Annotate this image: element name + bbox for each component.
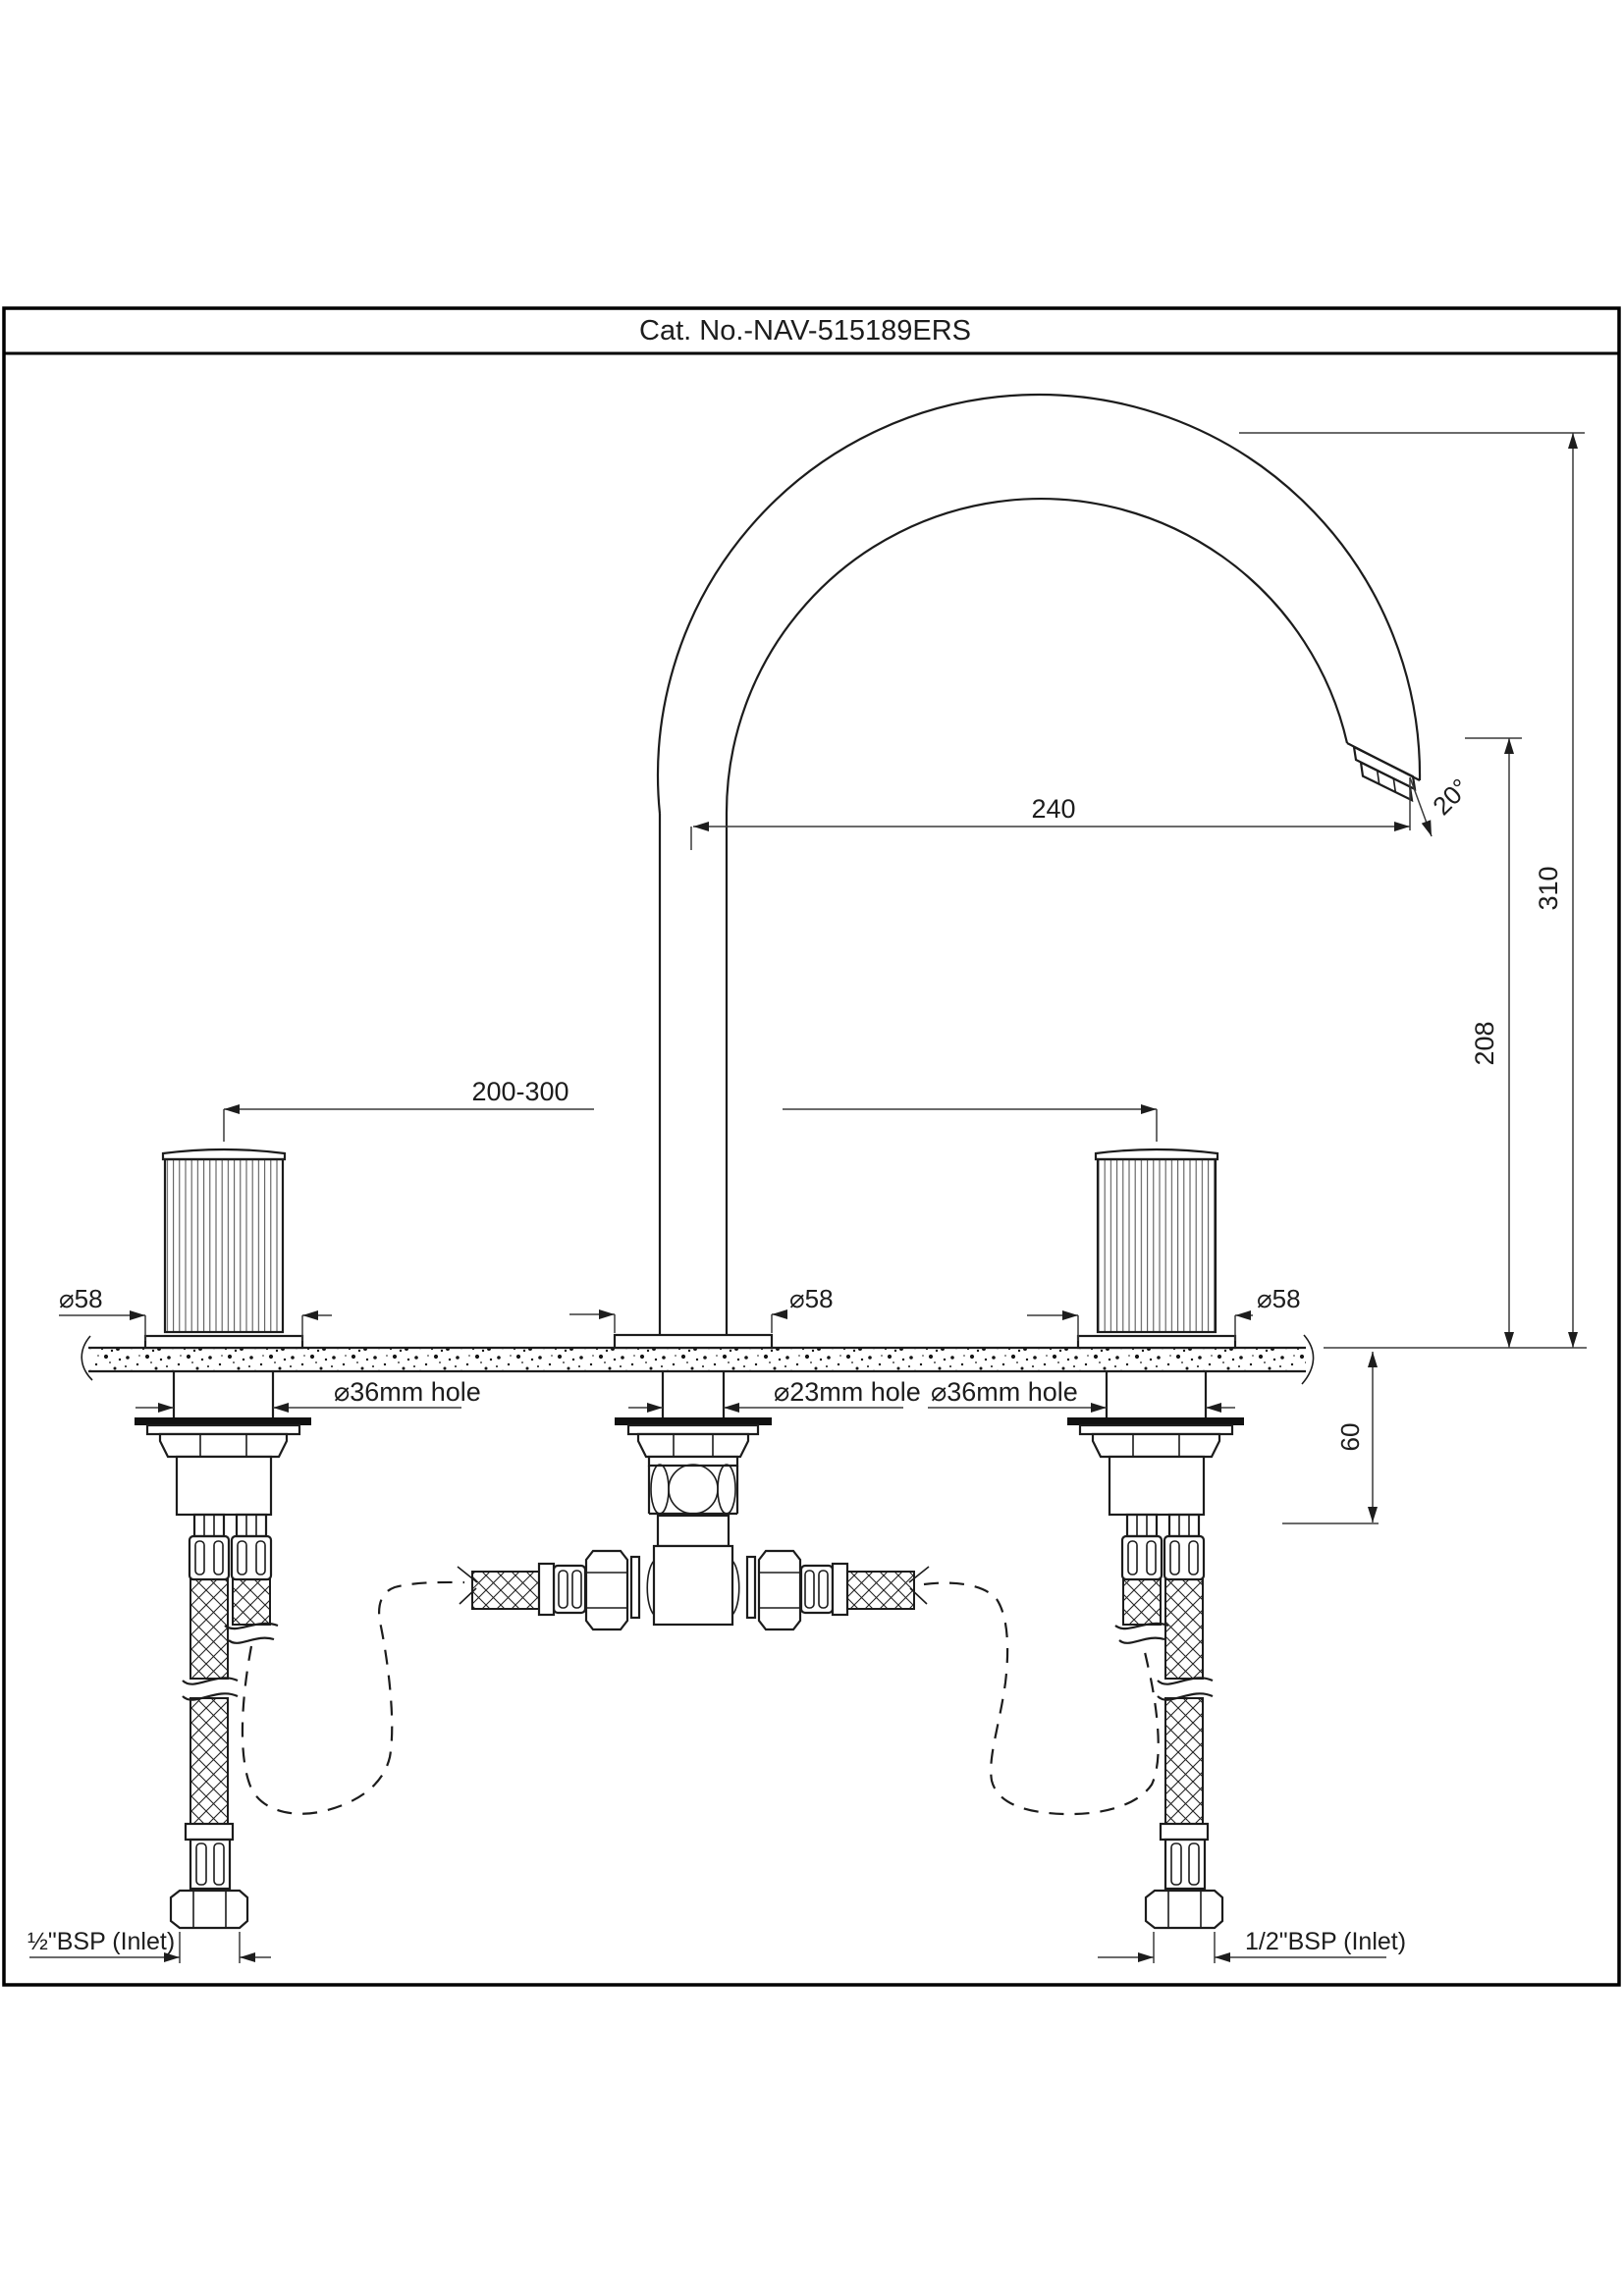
dim-counter-thickness	[1282, 1352, 1379, 1523]
spout-base-plate	[615, 1335, 772, 1348]
dim-20deg-label: 20°	[1427, 773, 1476, 822]
right-hoses	[1115, 1579, 1222, 1928]
center-locknut	[638, 1434, 748, 1457]
hose-crimp-collar	[1161, 1824, 1208, 1840]
spout-outer-arc	[658, 395, 1420, 814]
right-handle-cap	[1096, 1149, 1217, 1159]
ball-joint	[649, 1465, 737, 1514]
right-handle	[1078, 1149, 1235, 1348]
left-inlet-nut	[171, 1891, 247, 1928]
tee-right-nut	[759, 1551, 800, 1629]
dim-bsp-left-label: ½"BSP (Inlet)	[27, 1928, 176, 1955]
dim-inlet-left	[27, 1928, 271, 1963]
center-tee-assembly	[458, 1371, 929, 1629]
hose-crimp-collar	[186, 1824, 233, 1840]
dim-310-label: 310	[1534, 866, 1563, 911]
dim-36mm-left-label: ⌀36mm hole	[334, 1377, 481, 1407]
dim-bsp-right-label: 1/2"BSP (Inlet)	[1245, 1928, 1407, 1955]
left-hoses	[171, 1579, 278, 1928]
dim-hole-left	[135, 1377, 481, 1413]
right-handle-base-plate	[1078, 1336, 1235, 1348]
dim-60-label: 60	[1335, 1422, 1365, 1452]
dim-36mm-right-label: ⌀36mm hole	[931, 1377, 1078, 1407]
left-second-hose	[233, 1579, 270, 1625]
tee-body	[654, 1546, 732, 1625]
aerator	[1354, 747, 1415, 800]
left-washer	[135, 1417, 311, 1425]
left-handle-base-plate	[145, 1336, 302, 1348]
left-handle-knurl	[165, 1159, 283, 1332]
tee-right-hose	[847, 1572, 914, 1609]
tee-neck	[658, 1516, 729, 1546]
left-handle	[145, 1149, 302, 1348]
dim-outlet-height	[1465, 738, 1522, 1348]
right-locknut	[1093, 1434, 1219, 1457]
dim-240-label: 240	[1031, 794, 1076, 824]
center-washer	[615, 1417, 772, 1425]
sheet-frame	[4, 308, 1619, 1985]
left-valve-assembly	[135, 1371, 311, 1579]
dim-outlet-angle	[1410, 773, 1475, 836]
right-washer	[1067, 1417, 1244, 1425]
dim-inlet-right	[1098, 1928, 1406, 1963]
dim-d58-right-label: ⌀58	[1257, 1284, 1301, 1313]
tee-left-hose	[472, 1572, 539, 1609]
dim-200-300-label: 200-300	[471, 1077, 569, 1106]
dim-handle-spacing	[224, 1077, 1157, 1142]
dim-total-height	[1239, 433, 1585, 1348]
spout-inner-arc	[727, 499, 1347, 814]
dim-hole-right	[928, 1377, 1235, 1413]
tee-left-nut	[586, 1551, 627, 1629]
spout	[615, 395, 1420, 1348]
left-locknut	[160, 1434, 287, 1457]
dim-d58-center-label: ⌀58	[789, 1284, 834, 1313]
right-inlet-nut	[1146, 1891, 1222, 1928]
right-second-hose	[1123, 1579, 1161, 1625]
dim-dia-spout	[569, 1284, 834, 1333]
right-valve-assembly	[1067, 1371, 1244, 1579]
dim-23mm-label: ⌀23mm hole	[774, 1377, 921, 1407]
right-valve-body	[1109, 1457, 1204, 1515]
title-text: Cat. No.-NAV-515189ERS	[639, 315, 971, 347]
dim-hole-center	[628, 1377, 921, 1413]
left-valve-body	[177, 1457, 271, 1515]
dim-208-label: 208	[1470, 1021, 1499, 1066]
left-handle-cap	[163, 1149, 285, 1159]
dim-spout-reach	[691, 794, 1410, 850]
right-handle-knurl	[1098, 1159, 1216, 1332]
dim-d58-left-label: ⌀58	[59, 1284, 103, 1313]
